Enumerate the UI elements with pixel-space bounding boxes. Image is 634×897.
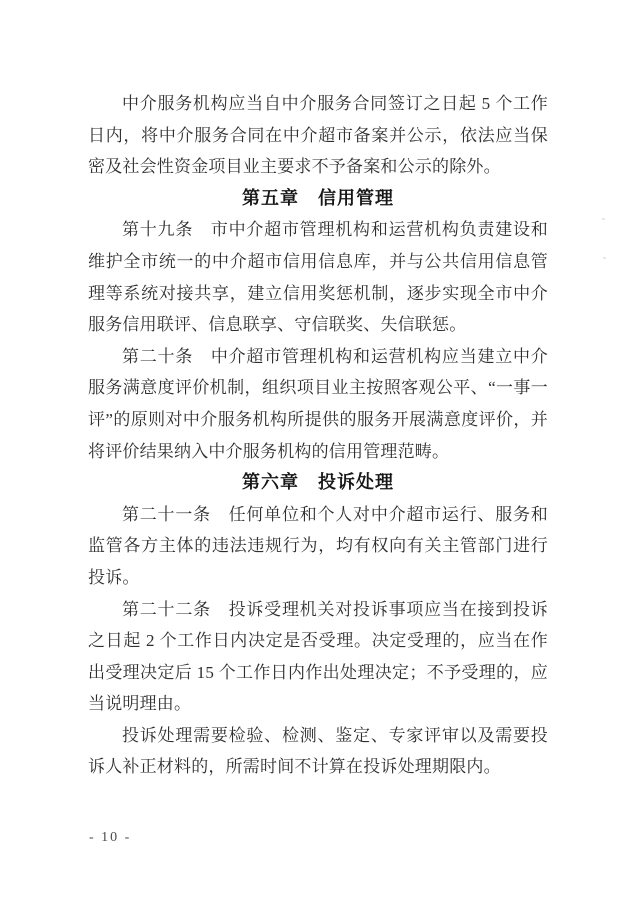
article-19-paragraph: 第十九条 市中介超市管理机构和运营机构负责建设和维护全市统一的中介超市信用信息库，并与公共信用信息管理等系统对接共享，建立信用奖惩机制，逐步实现全市中介服务信用联评、信息联享、守信联奖、失信联惩。 — [88, 220, 548, 335]
paragraph-contract-filing: 中介服务机构应当自中介服务合同签订之日起 5 个工作日内，将中介服务合同在中介超市备案并公示，依法应当保密及社会性资金项目业主要求不予备案和公示的除外。 — [88, 94, 548, 177]
article-22-paragraph: 第二十二条 投诉受理机关对投诉事项应当在接到投诉之日起 2 个工作日内决定是否受理。决定受理的，应当在作出受理决定后 15 个工作日内作出处理决定；不予受理的，应当说明理由。 — [88, 599, 548, 714]
chapter-5-heading: 第五章 信用管理 — [242, 187, 394, 208]
article-20-paragraph: 第二十条 中介超市管理机构和运营机构应当建立中介服务满意度评价机制，组织项目业主按照客观公平、“一事一评”的原则对中介服务机构所提供的服务开展满意度评价，并将评价结果纳入中介服务机构的信用管理范畴。 — [88, 346, 548, 461]
scan-artifact — [603, 257, 606, 259]
article-21-paragraph: 第二十一条 任何单位和个人对中介超市运行、服务和监管各方主体的违法违规行为，均有权向有关主管部门进行投诉。 — [88, 504, 548, 587]
scan-artifact — [602, 218, 605, 220]
chapter-6-heading: 第六章 投诉处理 — [242, 472, 394, 493]
page-number: - 10 - — [89, 830, 132, 845]
paragraph-complaint-time-limit: 投诉处理需要检验、检测、鉴定、专家评审以及需要投诉人补正材料的，所需时间不计算在投诉处理期限内。 — [88, 725, 548, 777]
document-body — [88, 88, 548, 783]
